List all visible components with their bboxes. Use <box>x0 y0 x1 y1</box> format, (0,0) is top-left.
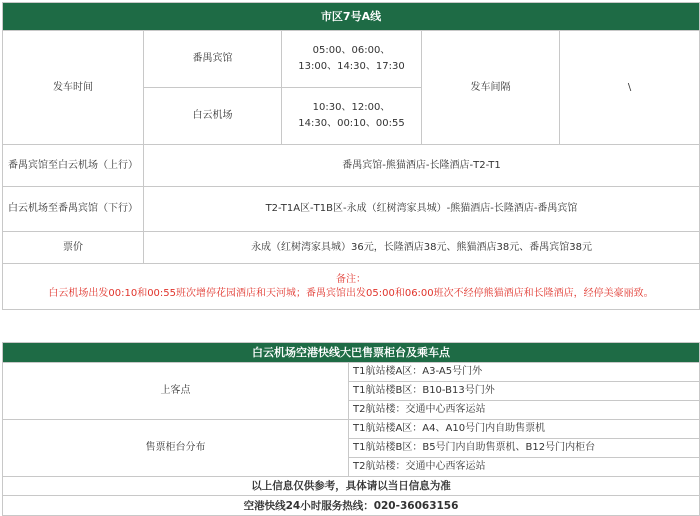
fare-value: 永成（红树湾家具城）36元，长隆酒店38元、熊猫酒店38元、番禺宾馆38元 <box>144 232 700 264</box>
counters-table <box>2 342 700 516</box>
fare-label: 票价 <box>3 232 144 264</box>
ticket-counter: T2航站楼：交通中心西客运站 <box>349 458 700 477</box>
boarding-point: T1航站楼A区：A3-A5号门外 <box>349 363 700 382</box>
disclaimer: 以上信息仅供参考，具体请以当日信息为准 <box>3 477 700 496</box>
hotline: 空港快线24小时服务热线：020-36063156 <box>3 496 700 516</box>
schedule-table <box>2 2 700 310</box>
ticket-label: 售票柜台分布 <box>3 420 349 477</box>
interval-label: 发车间隔 <box>422 31 560 145</box>
down-route: T2-T1A区-T1B区-永成（红树湾家具城）-熊猫酒店-长隆酒店-番禺宾馆 <box>144 187 700 232</box>
note <box>3 264 700 310</box>
schedule-title: 市区7号A线 <box>3 3 700 31</box>
note-text: 白云机场出发00:10和00:55班次增停花园酒店和天河城；番禺宾馆出发05:00和06:00班次不经停熊猫酒店和长隆酒店，经停美豪丽致。 <box>48 287 654 299</box>
up-route-label: 番禺宾馆至白云机场（上行） <box>3 145 144 187</box>
stop2-name: 白云机场 <box>144 88 282 145</box>
stop1-times: 05:00、06:00、 13:00、14:30、17:30 <box>282 31 422 88</box>
note-title: 备注： <box>336 273 367 285</box>
ticket-counter: T1航站楼A区：A4、A10号门内自助售票机 <box>349 420 700 439</box>
interval-value: \ <box>560 31 700 145</box>
ticket-counter: T1航站楼B区：B5号门内自助售票机、B12号门内柜台 <box>349 439 700 458</box>
boarding-point: T1航站楼B区：B10-B13号门外 <box>349 382 700 401</box>
counters-title: 白云机场空港快线大巴售票柜台及乘车点 <box>3 343 700 363</box>
stop1-name: 番禺宾馆 <box>144 31 282 88</box>
boarding-label: 上客点 <box>3 363 349 420</box>
down-route-label: 白云机场至番禺宾馆（下行） <box>3 187 144 232</box>
up-route: 番禺宾馆-熊猫酒店-长隆酒店-T2-T1 <box>144 145 700 187</box>
departure-label: 发车时间 <box>3 31 144 145</box>
boarding-point: T2航站楼：交通中心西客运站 <box>349 401 700 420</box>
stop2-times: 10:30、12:00、 14:30、00:10、00:55 <box>282 88 422 145</box>
